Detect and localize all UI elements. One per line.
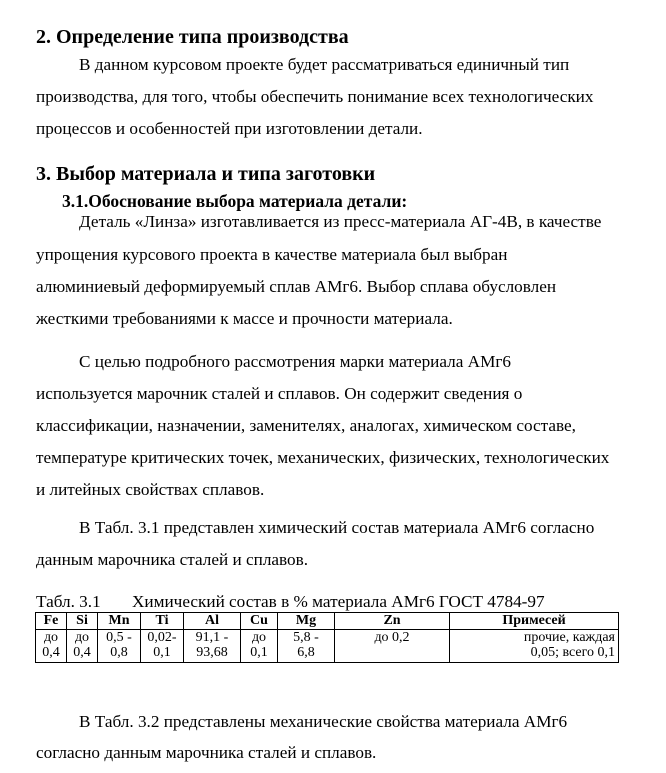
- table-cell: до 0,1: [241, 630, 278, 663]
- table-cell: до 0,4: [67, 630, 98, 663]
- table-cell: до 0,4: [36, 630, 67, 663]
- section-3-heading: 3. Выбор материала и типа заготовки: [36, 163, 376, 185]
- table-caption: [36, 592, 545, 612]
- text-line: В данном курсовом проекте будет рассматриваться единичный тип: [79, 55, 570, 74]
- text-line: упрощения курсового проекта в качестве материала был выбран: [36, 245, 508, 264]
- text-line: согласно данным марочника сталей и сплавов.: [36, 743, 377, 762]
- table-cell: до 0,2: [335, 630, 450, 663]
- table-header-row: [36, 613, 619, 630]
- text-line: Деталь «Линза» изготавливается из пресс-материала АГ-4В, в качестве: [79, 212, 602, 231]
- text-line: классификации, назначении, заменителях, аналогах, химическом составе,: [36, 416, 576, 435]
- table-cell: 0,02- 0,1: [141, 630, 184, 663]
- header-cell-ti: Ti: [141, 613, 184, 630]
- text-line: используется марочник сталей и сплавов. Он содержит сведения о: [36, 384, 523, 403]
- header-cell-mg: Mg: [278, 613, 335, 630]
- section-2-heading: 2. Определение типа производства: [36, 26, 349, 48]
- text-line: производства, для того, чтобы обеспечить понимание всех технологических: [36, 87, 594, 106]
- table-cell: 0,5 - 0,8: [98, 630, 141, 663]
- header-cell-fe: Fe: [36, 613, 67, 630]
- text-line: данным марочника сталей и сплавов.: [36, 550, 309, 569]
- table-cell: 91,1 - 93,68: [184, 630, 241, 663]
- table-caption-number: Табл. 3.1: [36, 592, 101, 611]
- text-line: жесткими требованиями к массе и прочности материала.: [36, 309, 453, 328]
- table-cell: 5,8 - 6,8: [278, 630, 335, 663]
- text-line: и литейных свойствах сплавов.: [36, 480, 265, 499]
- header-cell-si: Si: [67, 613, 98, 630]
- text-line: В Табл. 3.2 представлены механические свойства материала АМг6: [79, 712, 568, 731]
- table-row: [36, 630, 619, 663]
- text-line: алюминиевый деформируемый сплав АМг6. Выбор сплава обусловлен: [36, 277, 557, 296]
- header-cell-mn: Mn: [98, 613, 141, 630]
- text-line: температуре критических точек, механических, физических, технологических: [36, 448, 610, 467]
- chemical-composition-table: [35, 612, 619, 663]
- header-cell-impurities: Примесей: [450, 613, 619, 630]
- text-line: В Табл. 3.1 представлен химический состав материала АМг6 согласно: [79, 518, 595, 537]
- text-line: процессов и особенностей при изготовлении детали.: [36, 119, 423, 138]
- header-cell-cu: Cu: [241, 613, 278, 630]
- text-line: С целью подробного рассмотрения марки материала АМг6: [79, 352, 512, 371]
- table-cell: прочие, каждая 0,05; всего 0,1: [450, 630, 619, 663]
- header-cell-al: Al: [184, 613, 241, 630]
- header-cell-zn: Zn: [335, 613, 450, 630]
- section-3-1-subheading: 3.1.Обоснование выбора материала детали:: [62, 191, 408, 211]
- table-caption-title: Химический состав в % материала АМг6 ГОСТ 4784-97: [132, 592, 545, 611]
